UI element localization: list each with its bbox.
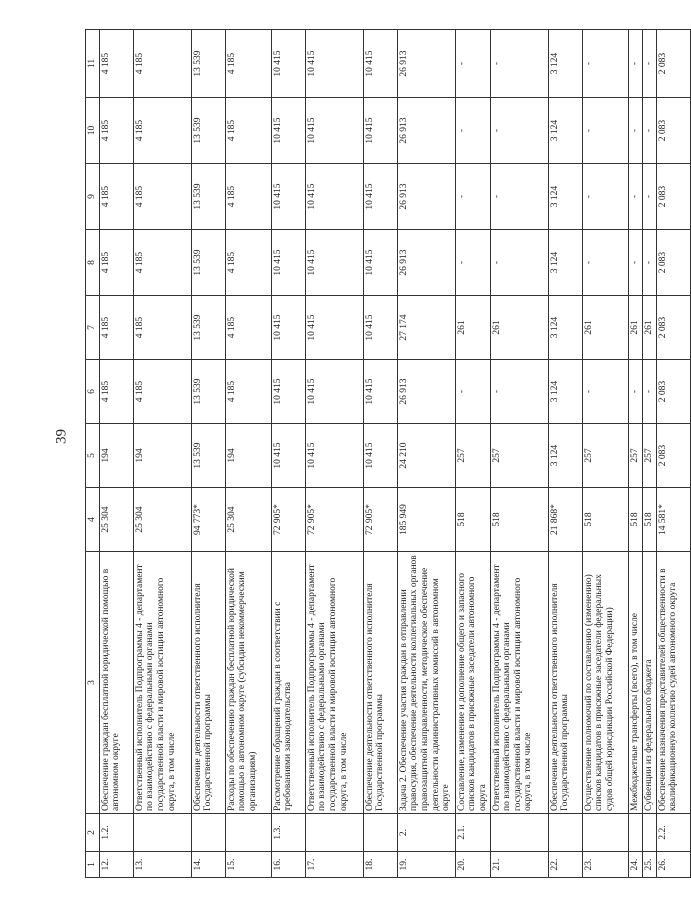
value-cell: 257 [455,424,490,488]
column-number-header: 1 [86,852,100,878]
row-description: Ответственный исполнитель Подпрограммы 4 - департамент по взаимодействию с федеральными органами государственной власти и мировой юстиции автономного округа, в том числе [490,552,548,814]
value-cell: 4 185 [133,230,191,296]
row-description: Обеспечение деятельности ответственного исполнителя Государственной программы [548,552,582,814]
row-number: 26. [656,852,690,878]
value-cell: 518 [582,488,628,552]
table-row [191,30,225,878]
value-cell: 10 415 [305,360,363,424]
value-cell: 10 415 [305,424,363,488]
value-cell: 4 185 [133,296,191,360]
column-number-header: 8 [86,230,100,296]
row-number: 12. [99,852,133,878]
section-code [133,814,191,852]
row-number: 24. [628,852,642,878]
row-number: 16. [271,852,305,878]
value-cell: - [582,98,628,164]
value-cell: - [582,30,628,98]
value-cell: 25 304 [99,488,133,552]
value-cell: 4 185 [225,296,271,360]
value-cell: - [582,360,628,424]
header-row [86,30,100,878]
value-cell: - [628,360,642,424]
value-cell: 13 539 [191,360,225,424]
value-cell: 24 210 [397,424,455,488]
row-description: Ответственный исполнитель Подпрограммы 4 - департамент по взаимодействию с федеральными органами государственной власти и мировой юстиции автономного округа, в том числе [133,552,191,814]
row-description: Межбюджетные трансферты (всего), в том числе [628,552,642,814]
column-number-header: 9 [86,164,100,230]
value-cell: 14 581* [656,488,690,552]
value-cell: 10 415 [305,230,363,296]
value-cell: - [455,30,490,98]
value-cell: - [490,98,548,164]
value-cell: 194 [99,424,133,488]
value-cell: - [455,360,490,424]
table-row [628,30,642,878]
row-number: 25. [642,852,656,878]
row-description: Обеспечение назначения представителей общественности в квалификационную коллегию судей автономного округа [656,552,690,814]
value-cell: 3 124 [548,230,582,296]
row-description: Ответственный исполнитель Подпрограммы 4 - департамент по взаимодействию с федеральными органами государственной власти и мировой юстиции автономного округа, в том числе [305,552,363,814]
value-cell: 518 [455,488,490,552]
value-cell: - [642,360,656,424]
value-cell: 4 185 [225,230,271,296]
value-cell: 4 185 [133,360,191,424]
row-description: Обеспечение граждан бесплатной юридической помощью в автономном округе [99,552,133,814]
section-code [642,814,656,852]
value-cell: 10 415 [271,230,305,296]
value-cell: 3 124 [548,424,582,488]
column-number-header: 10 [86,98,100,164]
table-row [271,30,305,878]
value-cell: - [455,164,490,230]
section-code: 2. [397,814,455,852]
row-description: Составление, изменение и дополнение общего и запасного списков кандидатов в присяжные заседатели автономного округа [455,552,490,814]
value-cell: - [490,230,548,296]
value-cell: 4 185 [225,30,271,98]
value-cell: 261 [582,296,628,360]
row-number: 13. [133,852,191,878]
value-cell: 4 185 [99,164,133,230]
value-cell: 10 415 [363,98,397,164]
value-cell: 10 415 [363,164,397,230]
value-cell: 3 124 [548,360,582,424]
row-number: 14. [191,852,225,878]
column-number-header: 6 [86,360,100,424]
table-row [133,30,191,878]
value-cell: - [628,98,642,164]
table-row [397,30,455,878]
value-cell: 2 083 [656,296,690,360]
value-cell: 10 415 [271,98,305,164]
row-description: Рассмотрение обращений граждан в соответствии с требованиями законодательства [271,552,305,814]
value-cell: 194 [225,424,271,488]
table-row [656,30,690,878]
column-number-header: 3 [86,552,100,814]
value-cell: 4 185 [99,360,133,424]
value-cell: 10 415 [363,230,397,296]
value-cell: 257 [642,424,656,488]
page-number: 39 [53,429,70,444]
table-row [582,30,628,878]
section-code [582,814,628,852]
value-cell: 2 083 [656,360,690,424]
row-number: 18. [363,852,397,878]
value-cell: 2 083 [656,30,690,98]
value-cell: 4 185 [99,98,133,164]
row-number: 23. [582,852,628,878]
value-cell: 4 185 [133,98,191,164]
section-code [305,814,363,852]
value-cell: 4 185 [133,164,191,230]
value-cell: 2 083 [656,230,690,296]
value-cell: 13 539 [191,424,225,488]
value-cell: - [642,30,656,98]
value-cell: 94 773* [191,488,225,552]
row-number: 21. [490,852,548,878]
value-cell: - [642,230,656,296]
row-description: Обеспечение деятельности ответственного исполнителя Государственной программы [363,552,397,814]
value-cell: - [490,164,548,230]
value-cell: 13 539 [191,230,225,296]
value-cell: 25 304 [133,488,191,552]
value-cell: 2 083 [656,164,690,230]
value-cell: 26 913 [397,98,455,164]
section-code: 1.3. [271,814,305,852]
value-cell: 10 415 [363,360,397,424]
table-row [99,30,133,878]
value-cell: 261 [628,296,642,360]
section-code [548,814,582,852]
section-code [490,814,548,852]
column-number-header: 4 [86,488,100,552]
value-cell: 261 [642,296,656,360]
table-row [490,30,548,878]
row-description: Обеспечение деятельности ответственного исполнителя Государственной программы [191,552,225,814]
value-cell: 13 539 [191,296,225,360]
row-description: Расходы по обеспечению граждан бесплатной юридической помощью в автономном округе (субсидии некоммерческим организациям) [225,552,271,814]
value-cell: - [628,30,642,98]
value-cell: 26 913 [397,230,455,296]
value-cell: 25 304 [225,488,271,552]
row-number: 15. [225,852,271,878]
value-cell: - [490,30,548,98]
value-cell: 13 539 [191,30,225,98]
section-code [225,814,271,852]
value-cell: 4 185 [99,30,133,98]
value-cell: 518 [628,488,642,552]
value-cell: 10 415 [363,30,397,98]
section-code: 1.2. [99,814,133,852]
value-cell: 261 [455,296,490,360]
value-cell: - [628,230,642,296]
row-description: Осуществление полномочий по составлению (изменению) списков кандидатов в присяжные заседатели федеральных судов общей юрисдикции Российской Федерации) [582,552,628,814]
value-cell: 2 083 [656,98,690,164]
value-cell: - [582,164,628,230]
value-cell: 27 174 [397,296,455,360]
value-cell: 10 415 [363,296,397,360]
row-description: Субвенции из федерального бюджета [642,552,656,814]
value-cell: 185 949 [397,488,455,552]
value-cell: - [628,164,642,230]
value-cell: 26 913 [397,164,455,230]
value-cell: 4 185 [225,360,271,424]
value-cell: 261 [490,296,548,360]
column-number-header: 5 [86,424,100,488]
value-cell: 10 415 [305,296,363,360]
value-cell: 3 124 [548,98,582,164]
value-cell: 194 [133,424,191,488]
value-cell: 4 185 [133,30,191,98]
value-cell: 257 [628,424,642,488]
value-cell: 257 [490,424,548,488]
value-cell: 72 905* [363,488,397,552]
value-cell: 10 415 [271,360,305,424]
value-cell: 26 913 [397,30,455,98]
table-row [548,30,582,878]
budget-table [85,29,691,878]
value-cell: 10 415 [271,296,305,360]
value-cell: - [490,360,548,424]
value-cell: 10 415 [271,424,305,488]
value-cell: - [455,98,490,164]
value-cell: - [642,98,656,164]
value-cell: - [642,164,656,230]
value-cell: 3 124 [548,30,582,98]
section-code: 2.1. [455,814,490,852]
value-cell: 10 415 [305,98,363,164]
value-cell: 518 [490,488,548,552]
value-cell: 10 415 [305,164,363,230]
column-number-header: 2 [86,814,100,852]
row-number: 19. [397,852,455,878]
row-number: 17. [305,852,363,878]
row-number: 20. [455,852,490,878]
value-cell: 2 083 [656,424,690,488]
table-wrapper [85,30,679,878]
value-cell: 72 905* [305,488,363,552]
value-cell: 4 185 [225,164,271,230]
value-cell: 4 185 [99,296,133,360]
table-row [642,30,656,878]
value-cell: 518 [642,488,656,552]
value-cell: - [582,230,628,296]
table-row [225,30,271,878]
value-cell: 257 [582,424,628,488]
section-code [191,814,225,852]
column-number-header: 11 [86,30,100,98]
value-cell: - [455,230,490,296]
value-cell: 72 905* [271,488,305,552]
value-cell: 13 539 [191,98,225,164]
row-number: 22. [548,852,582,878]
table-row [305,30,363,878]
table-row [455,30,490,878]
value-cell: 13 539 [191,164,225,230]
value-cell: 10 415 [271,30,305,98]
value-cell: 10 415 [305,30,363,98]
value-cell: 21 868* [548,488,582,552]
section-code [363,814,397,852]
row-description: Задача 2. Обеспечение участия граждан в отправлении правосудия, обеспечение деятельности коллегиальных органов правозащитной направленности, методическое обеспечение деятельности административных комиссий в автономном округе [397,552,455,814]
column-number-header: 7 [86,296,100,360]
value-cell: 4 185 [99,230,133,296]
table-row [363,30,397,878]
section-code: 2.2. [656,814,690,852]
value-cell: 4 185 [225,98,271,164]
value-cell: 3 124 [548,164,582,230]
value-cell: 26 913 [397,360,455,424]
value-cell: 10 415 [363,424,397,488]
section-code [628,814,642,852]
value-cell: 3 124 [548,296,582,360]
table-body [99,30,690,878]
value-cell: 10 415 [271,164,305,230]
